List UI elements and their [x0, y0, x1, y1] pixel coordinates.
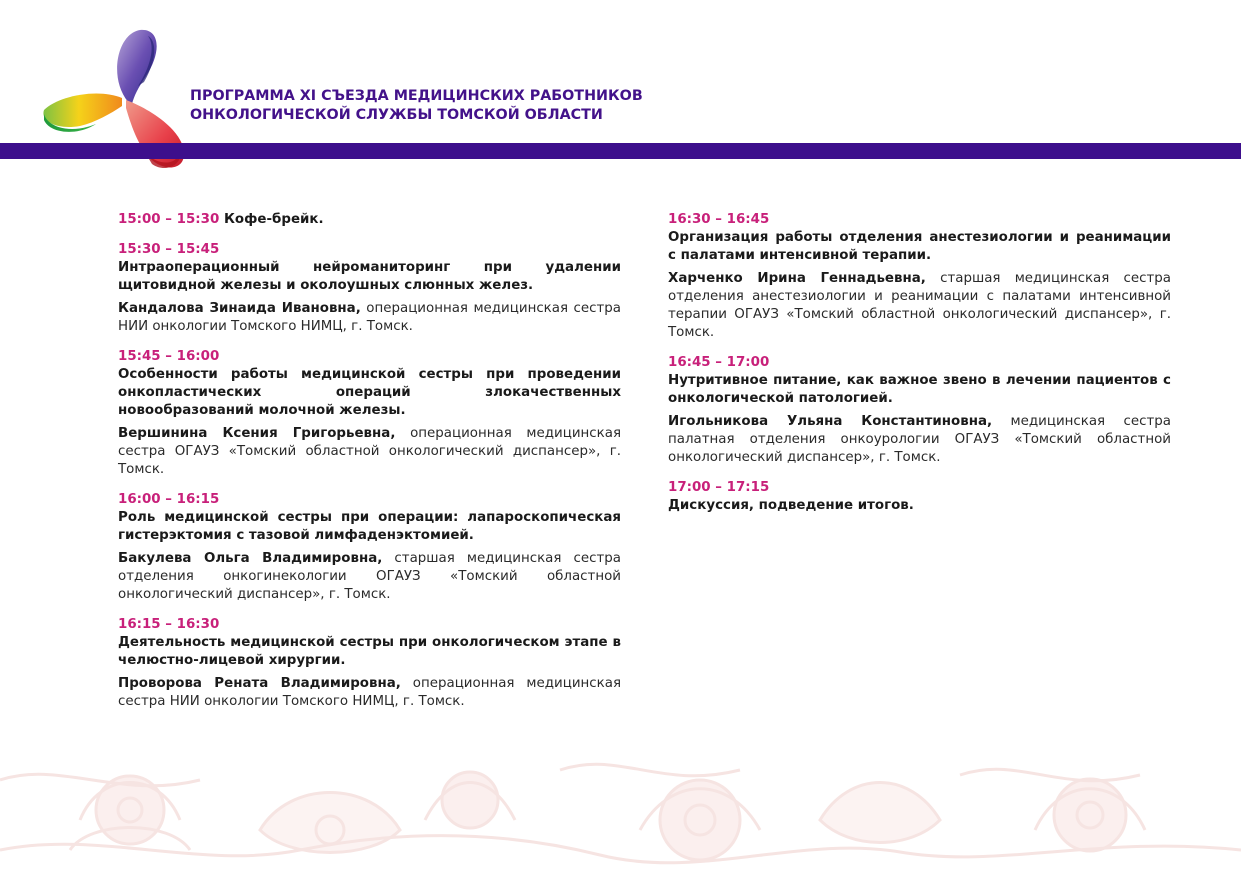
speaker-role: операционная медицинская сестра ОГАУЗ «Томский областной онкологический диспансер», г. Томск.	[118, 426, 621, 477]
program-speaker	[118, 550, 621, 604]
program-speaker	[118, 425, 621, 479]
speaker-role: операционная медицинская сестра НИИ онкологии Томского НИМЦ, г. Томск.	[118, 301, 621, 334]
speaker-name: Бакулева Ольга Владимировна,	[118, 551, 383, 566]
program-title: Деятельность медицинской сестры при онкологическом этапе в челюстно-лицевой хирургии.	[118, 635, 621, 668]
speaker-role: старшая медицинская сестра отделения онкогинекологии ОГАУЗ «Томский областной онкологический диспансер», г. Томск.	[118, 551, 621, 602]
program-title: Организация работы отделения анестезиологии и реанимации с палатами интенсивной терапии.	[668, 230, 1171, 263]
floral-ornament-background	[0, 740, 1241, 875]
program-item	[118, 491, 621, 604]
program-time: 15:30 – 15:45	[118, 242, 220, 257]
program-time: 17:00 – 17:15	[668, 480, 770, 495]
program-title: Дискуссия, подведение итогов.	[668, 498, 914, 513]
program-speaker	[118, 300, 621, 336]
speaker-role: операционная медицинская сестра НИИ онкологии Томского НИМЦ, г. Томск.	[118, 676, 621, 709]
page-title	[190, 87, 643, 124]
program-speaker	[668, 270, 1171, 342]
program-item	[118, 348, 621, 479]
program-column-left	[118, 211, 621, 723]
program-time: 16:00 – 16:15	[118, 492, 220, 507]
speaker-role: старшая медицинская сестра отделения анестезиологии и реанимации с палатами интенсивной терапии ОГАУЗ «Томский областной онкологический диспансер», г. Томск.	[668, 271, 1171, 340]
program-item	[668, 479, 1171, 515]
program-item	[118, 616, 621, 711]
page-title-line-2: ОНКОЛОГИЧЕСКОЙ СЛУЖБЫ ТОМСКОЙ ОБЛАСТИ	[190, 106, 603, 123]
program-item	[668, 211, 1171, 342]
speaker-role: медицинская сестра палатная отделения онкоурологии ОГАУЗ «Томский областной онкологический диспансер», г. Томск.	[668, 414, 1172, 465]
program-time: 15:45 – 16:00	[118, 349, 220, 364]
speaker-name: Вершинина Ксения Григорьевна,	[118, 426, 396, 441]
speaker-name: Харченко Ирина Геннадьевна,	[668, 271, 926, 286]
program-item	[118, 241, 621, 336]
speaker-name: Проворова Рената Владимировна,	[118, 676, 401, 691]
program-item	[668, 354, 1171, 467]
program-speaker	[668, 413, 1171, 467]
program-time: 16:30 – 16:45	[668, 212, 770, 227]
program-speaker	[118, 675, 621, 711]
program-column-right	[668, 211, 1171, 527]
program-time: 16:15 – 16:30	[118, 617, 220, 632]
program-item	[118, 211, 621, 229]
speaker-name: Игольникова Ульяна Константиновна,	[668, 414, 993, 429]
program-title: Нутритивное питание, как важное звено в лечении пациентов с онкологической патологией.	[668, 373, 1171, 406]
page-title-line-1: ПРОГРАММА XI СЪЕЗДА МЕДИЦИНСКИХ РАБОТНИКОВ	[190, 88, 643, 104]
program-title: Кофе-брейк.	[223, 212, 324, 227]
program-title: Интраоперационный нейроманиторинг при удалении щитовидной железы и околоушных слюнных желез.	[118, 260, 621, 293]
program-title: Роль медицинской сестры при операции: лапароскопическая гистерэктомия с тазовой лимфаденэктомией.	[118, 510, 621, 543]
program-title: Особенности работы медицинской сестры при проведении онкопластических операций злокачественных новообразований молочной железы.	[118, 367, 621, 418]
header-divider-stripe	[0, 143, 1241, 159]
speaker-name: Кандалова Зинаида Ивановна,	[118, 301, 361, 316]
program-time: 15:00 – 15:30	[118, 212, 220, 227]
program-time: 16:45 – 17:00	[668, 355, 770, 370]
